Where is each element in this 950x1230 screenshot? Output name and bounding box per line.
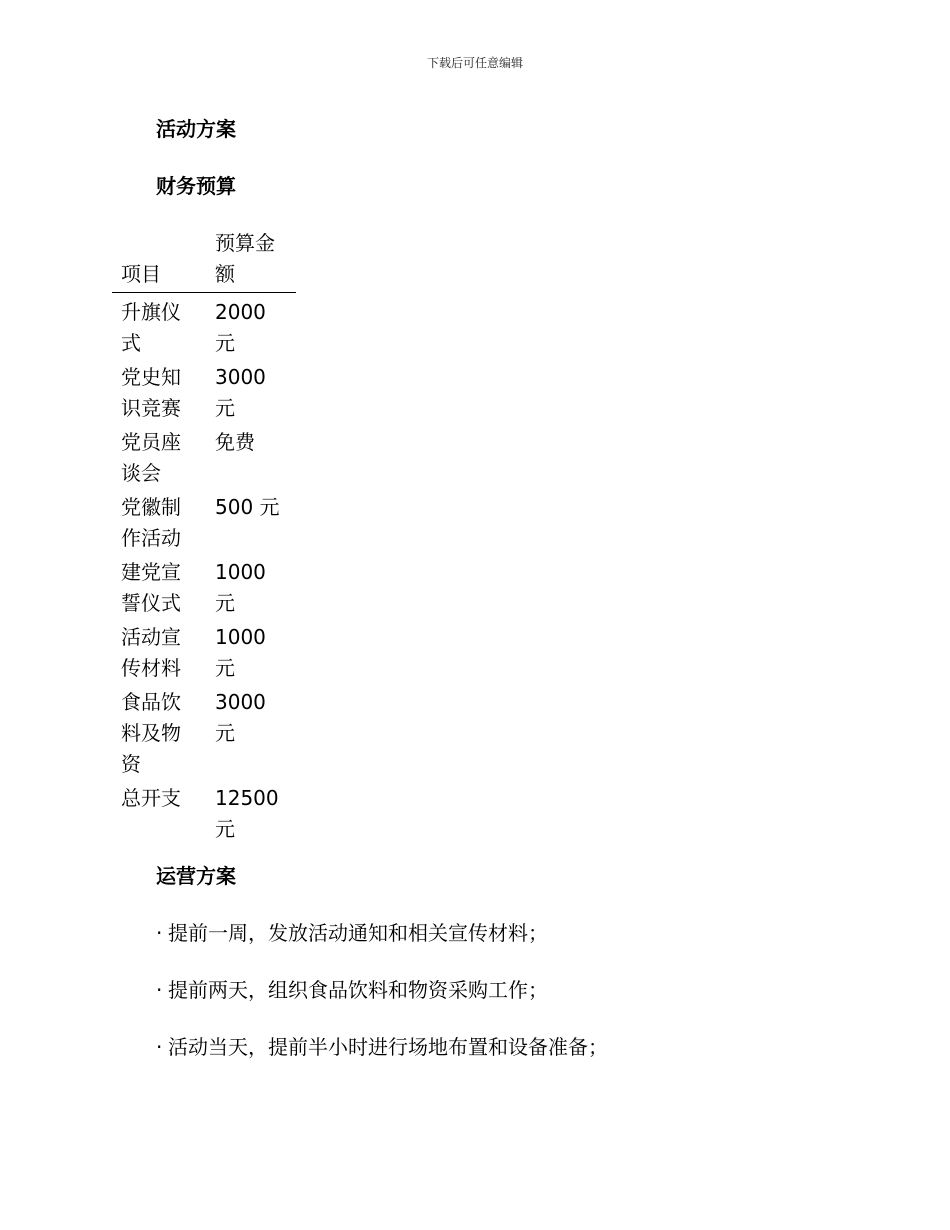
item-cell: 活动宣传材料 <box>121 625 181 680</box>
budget-table <box>112 228 296 848</box>
list-item: · 活动当天，提前半小时进行场地布置和设备准备； <box>156 1030 608 1064</box>
amount-cell: 500 元 <box>215 495 280 519</box>
amount-cell: 免费 <box>215 430 255 454</box>
table-row <box>112 622 296 687</box>
table-row <box>112 293 296 363</box>
heading-activity-plan: 活动方案 <box>156 117 236 141</box>
heading-finance-budget: 财务预算 <box>156 174 236 198</box>
bullet: · <box>156 921 163 945</box>
item-cell: 建党宣誓仪式 <box>121 560 181 615</box>
table-row <box>112 783 296 848</box>
table-row <box>112 557 296 622</box>
item-cell: 食品饮料及物资 <box>121 690 181 776</box>
item-cell: 党徽制作活动 <box>121 495 181 550</box>
amount-cell: 1000元 <box>215 560 266 615</box>
item-cell: 升旗仪式 <box>121 300 181 355</box>
bullet: · <box>156 978 163 1002</box>
amount-cell: 3000元 <box>215 365 266 420</box>
header-note: 下载后可任意编辑 <box>426 56 523 70</box>
table-row <box>112 687 296 783</box>
column-header-amount: 预算金额 <box>215 231 275 286</box>
table-row <box>112 362 296 427</box>
operations-list <box>156 916 608 1087</box>
bullet: · <box>156 1035 163 1059</box>
list-item: · 提前一周，发放活动通知和相关宣传材料； <box>156 916 608 950</box>
heading-operations-plan: 运营方案 <box>156 864 236 888</box>
table-row <box>112 427 296 492</box>
amount-cell: 3000元 <box>215 690 266 745</box>
table-row <box>112 492 296 557</box>
column-header-item: 项目 <box>121 262 161 286</box>
item-cell: 总开支 <box>121 786 181 810</box>
amount-cell: 12500元 <box>215 786 279 841</box>
amount-cell: 1000元 <box>215 625 266 680</box>
list-item: · 提前两天，组织食品饮料和物资采购工作； <box>156 973 608 1007</box>
budget-table-header-row <box>112 228 296 293</box>
item-cell: 党员座谈会 <box>121 430 181 485</box>
amount-cell: 2000元 <box>215 300 266 355</box>
item-cell: 党史知识竞赛 <box>121 365 181 420</box>
